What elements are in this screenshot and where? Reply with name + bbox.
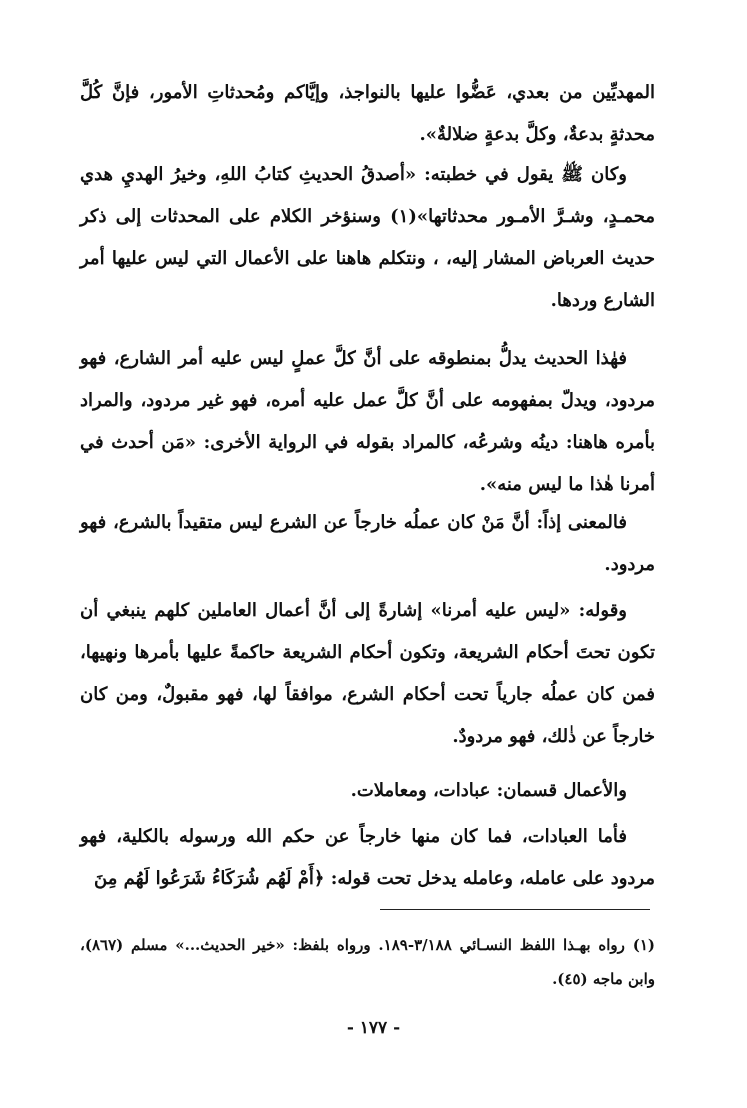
paragraph-categories <box>80 770 655 812</box>
footnote-divider <box>380 909 650 910</box>
paragraph-text: فهٰذا الحديث يدلُّ بمنطوقه على أنَّ كلَّ عملٍ ليس عليه أمر الشارع، فهو مردود، ويدلّ بمفهومه على أنَّ كلَّ عمل عليه أمره، فهو غير مردود، والمراد بأمره هاهنا: دينُه وشرعُه، كالمراد بقوله في الرواية الأخرى: «مَن أحدث في أمرنا هٰذا ما ليس منه». <box>80 348 655 495</box>
paragraph-explanation <box>80 590 655 758</box>
paragraph-text: فأما العبادات، فما كان منها خارجاً عن حكم الله ورسوله بالكلية، فهو مردود على عامله، وعامله يدخل تحت قوله: ﴿أَمْ لَهُم شُرَكَاءُ شَرَعُوا لَهُم مِنَ <box>80 826 655 889</box>
paragraph-text: وكان ﷺ يقول في خطبته: «أصدقُ الحديثِ كتابُ اللهِ، وخيرُ الهديِ هدي محمـدٍ، وشـرَّ الأمـور محدثاتها»(١) وسنؤخر الكلام على المحدثات إلى ذكر حديث العرباض المشار إليه، ، ونتكلم هاهنا على الأعمال التي ليس عليها أمر الشارع وردها. <box>80 164 655 311</box>
paragraph-hadith-meaning <box>80 338 655 506</box>
footnote: (١) رواه بهـذا اللفظ النسـائي ٣/١٨٨-١٨٩. ورواه بلفظ: «خير الحديث...» مسلم (٨٦٧)، وابن ماجه (٤٥). <box>80 936 655 988</box>
paragraph-conclusion <box>80 502 655 586</box>
paragraph-khutbah <box>80 154 655 322</box>
paragraph-worship <box>80 816 655 900</box>
paragraph-text: المهديِّين من بعدي، عَضُّوا عليها بالنواجذ، وإيَّاكم ومُحدثاتِ الأمور، فإنَّ كُلَّ محدثةٍ بدعةٌ، وكلَّ بدعةٍ ضلالةٌ». <box>80 82 655 145</box>
paragraph-text: فالمعنى إذاً: أنَّ مَنْ كان عملُه خارجاً عن الشرع ليس متقيداً بالشرع، فهو مردود. <box>80 512 655 575</box>
paragraph-text: وقوله: «ليس عليه أمرنا» إشارةً إلى أنَّ أعمال العاملين كلهم ينبغي أن تكون تحتَ أحكام الشريعة، وتكون أحكام الشريعة حاكمةً عليها بأمرها ونهيها، فمن كان عملُه جارياً تحت أحكام الشرع، موافقاً لها، فهو مقبولٌ، ومن كان خارجاً عن ذٰلك، فهو مردودٌ. <box>80 600 655 747</box>
paragraph-text: والأعمال قسمان: عبادات، ومعاملات. <box>350 780 627 801</box>
paragraph-continuation <box>80 72 655 156</box>
page-number: - ١٧٧ - <box>346 1018 401 1038</box>
